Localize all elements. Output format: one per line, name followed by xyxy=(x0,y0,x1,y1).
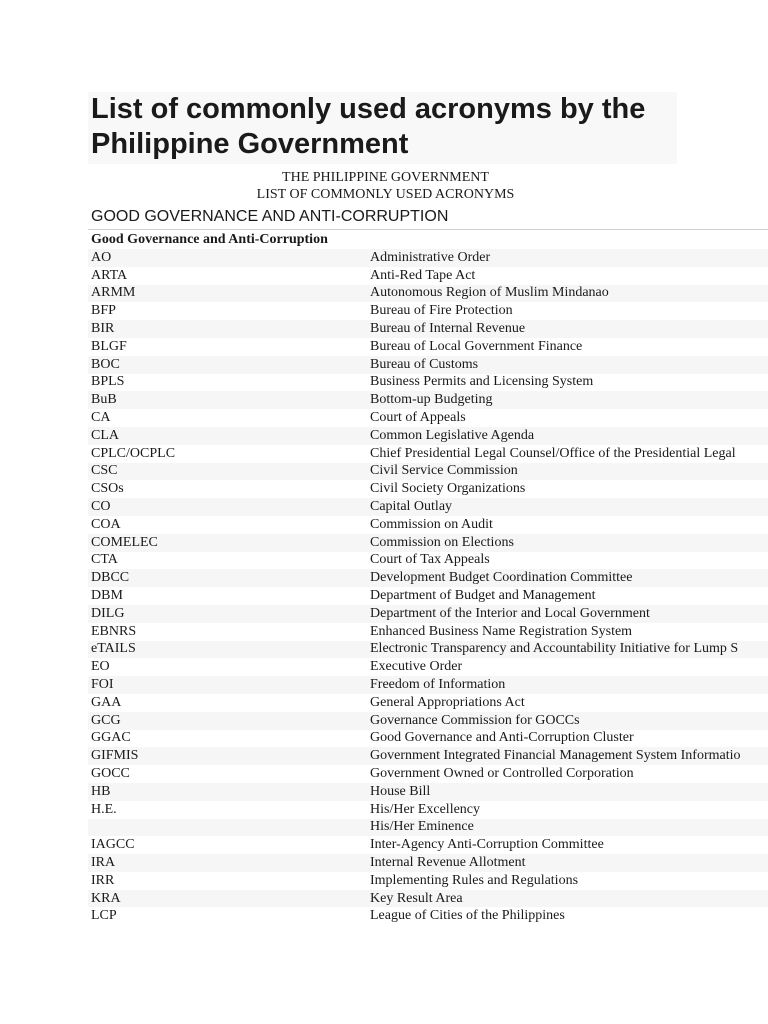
meaning-cell: Implementing Rules and Regulations xyxy=(370,872,579,888)
meaning-cell: Administrative Order xyxy=(370,249,491,265)
table-row xyxy=(88,320,768,338)
acronym-cell: CPLC/OCPLC xyxy=(91,445,176,461)
acronym-cell: IRA xyxy=(91,854,116,870)
meaning-cell: Government Owned or Controlled Corporation xyxy=(370,766,634,781)
acronym-cell: BIR xyxy=(91,321,115,337)
table-row xyxy=(88,712,768,730)
meaning-cell: Development Budget Coordination Committee xyxy=(370,570,633,586)
table-row xyxy=(88,427,768,445)
table-row xyxy=(88,249,768,267)
table-row xyxy=(88,694,768,712)
acronym-cell: CSC xyxy=(91,463,118,479)
acronym-cell: CSOs xyxy=(91,481,124,497)
table-row xyxy=(88,302,768,320)
meaning-cell: Executive Order xyxy=(370,659,463,675)
meaning-cell: House Bill xyxy=(370,783,431,799)
table-body xyxy=(88,249,768,925)
acronym-cell: BPLS xyxy=(91,374,125,390)
acronym-cell: eTAILS xyxy=(91,641,136,657)
meaning-cell: Bottom-up Budgeting xyxy=(370,392,493,408)
acronym-cell: DILG xyxy=(91,605,125,621)
table-row xyxy=(88,463,768,481)
document-subtitle xyxy=(88,169,683,203)
meaning-cell: His/Her Eminence xyxy=(370,819,474,835)
acronym-cell: GAA xyxy=(91,694,122,710)
meaning-cell: Bureau of Fire Protection xyxy=(370,303,513,319)
table-row xyxy=(88,409,768,427)
table-row xyxy=(88,587,768,605)
table-row xyxy=(88,569,768,587)
table-row xyxy=(88,783,768,801)
table-row xyxy=(88,623,768,641)
meaning-cell: His/Her Excellency xyxy=(370,801,481,817)
table-row xyxy=(88,730,768,748)
meaning-cell: Internal Revenue Allotment xyxy=(370,854,526,870)
meaning-cell: Court of Tax Appeals xyxy=(370,552,490,568)
page-title: List of commonly used acronyms by the Philippine Government xyxy=(88,92,677,164)
table-row xyxy=(88,872,768,890)
table-row xyxy=(88,374,768,392)
meaning-cell: Commission on Audit xyxy=(370,516,493,532)
acronym-cell: GIFMIS xyxy=(91,748,139,764)
table-header-row xyxy=(88,230,768,249)
acronym-cell: CLA xyxy=(91,427,119,443)
meaning-cell: Government Integrated Financial Management System Informatio xyxy=(370,748,741,764)
table-row xyxy=(88,445,768,463)
section-heading: GOOD GOVERNANCE AND ANTI-CORRUPTION xyxy=(91,208,449,225)
acronym-cell: ARMM xyxy=(91,285,136,301)
acronym-cell: GOCC xyxy=(91,766,130,781)
meaning-cell: Court of Appeals xyxy=(370,410,466,426)
table-row xyxy=(88,516,768,534)
meaning-cell: Anti-Red Tape Act xyxy=(370,267,476,283)
meaning-cell: League of Cities of the Philippines xyxy=(370,908,565,924)
meaning-cell: Capital Outlay xyxy=(370,499,453,515)
acronym-cell: DBM xyxy=(91,588,123,604)
acronym-cell: EO xyxy=(91,659,110,675)
meaning-cell: Civil Service Commission xyxy=(370,463,518,479)
meaning-cell: Bureau of Local Government Finance xyxy=(370,338,583,354)
acronym-cell: FOI xyxy=(91,677,114,693)
table-row xyxy=(88,890,768,908)
acronym-cell: H.E. xyxy=(91,801,117,817)
acronym-cell: BLGF xyxy=(91,338,127,354)
table-row xyxy=(88,836,768,854)
meaning-cell: Autonomous Region of Muslim Mindanao xyxy=(370,285,609,301)
acronym-cell: BOC xyxy=(91,356,120,372)
table-row xyxy=(88,285,768,303)
table-row xyxy=(88,765,768,783)
meaning-cell: Common Legislative Agenda xyxy=(370,427,535,443)
acronym-cell: CTA xyxy=(91,552,118,568)
meaning-cell: Governance Commission for GOCCs xyxy=(370,712,580,728)
meaning-cell: Enhanced Business Name Registration System xyxy=(370,623,633,639)
table-row xyxy=(88,267,768,285)
table-row xyxy=(88,498,768,516)
meaning-cell: Department of the Interior and Local Government xyxy=(370,605,650,621)
meaning-cell: Key Result Area xyxy=(370,890,463,906)
acronym-cell: GCG xyxy=(91,712,121,728)
acronym-cell: EBNRS xyxy=(91,623,137,639)
table-row xyxy=(88,552,768,570)
acronym-cell: CA xyxy=(91,410,111,426)
table-row xyxy=(88,907,768,925)
table-row xyxy=(88,676,768,694)
table-row xyxy=(88,854,768,872)
acronym-cell: CO xyxy=(91,499,111,515)
meaning-cell: Chief Presidential Legal Counsel/Office of the Presidential Legal xyxy=(370,445,736,461)
acronym-cell: DBCC xyxy=(91,570,130,586)
subtitle-line-1: THE PHILIPPINE GOVERNMENT xyxy=(282,170,489,185)
table-row xyxy=(88,356,768,374)
table-row xyxy=(88,801,768,819)
acronym-cell: COMELEC xyxy=(91,534,158,550)
table-row xyxy=(88,658,768,676)
table-row xyxy=(88,534,768,552)
meaning-cell: Freedom of Information xyxy=(370,677,506,693)
acronym-cell: GGAC xyxy=(91,730,131,746)
subtitle-line-2: LIST OF COMMONLY USED ACRONYMS xyxy=(256,187,515,202)
table-header: Good Governance and Anti-Corruption xyxy=(91,231,328,247)
table-row xyxy=(88,605,768,623)
meaning-cell: Civil Society Organizations xyxy=(370,481,526,497)
acronym-table xyxy=(88,229,768,925)
acronym-cell: COA xyxy=(91,516,121,532)
acronym-cell: IAGCC xyxy=(91,837,135,853)
meaning-cell: Inter-Agency Anti-Corruption Committee xyxy=(370,837,604,853)
acronym-cell: HB xyxy=(91,783,111,799)
acronym-cell: LCP xyxy=(91,908,117,924)
meaning-cell: Bureau of Internal Revenue xyxy=(370,321,526,337)
table-row xyxy=(88,747,768,765)
table-row xyxy=(88,819,768,837)
meaning-cell: General Appropriations Act xyxy=(370,694,525,710)
meaning-cell: Business Permits and Licensing System xyxy=(370,374,594,390)
meaning-cell: Good Governance and Anti-Corruption Cluster xyxy=(370,730,634,746)
table-row xyxy=(88,480,768,498)
meaning-cell: Commission on Elections xyxy=(370,534,514,550)
acronym-cell: BuB xyxy=(91,392,117,408)
meaning-cell: Bureau of Customs xyxy=(370,356,479,372)
table-row xyxy=(88,641,768,659)
table-row xyxy=(88,391,768,409)
meaning-cell: Electronic Transparency and Accountability Initiative for Lump S xyxy=(370,641,739,657)
acronym-cell: IRR xyxy=(91,872,115,888)
meaning-cell: Department of Budget and Management xyxy=(370,588,596,604)
acronym-cell: ARTA xyxy=(91,267,128,283)
acronym-cell: KRA xyxy=(91,890,121,906)
acronym-cell: BFP xyxy=(91,303,116,319)
acronym-cell: AO xyxy=(91,249,112,265)
table-row xyxy=(88,338,768,356)
